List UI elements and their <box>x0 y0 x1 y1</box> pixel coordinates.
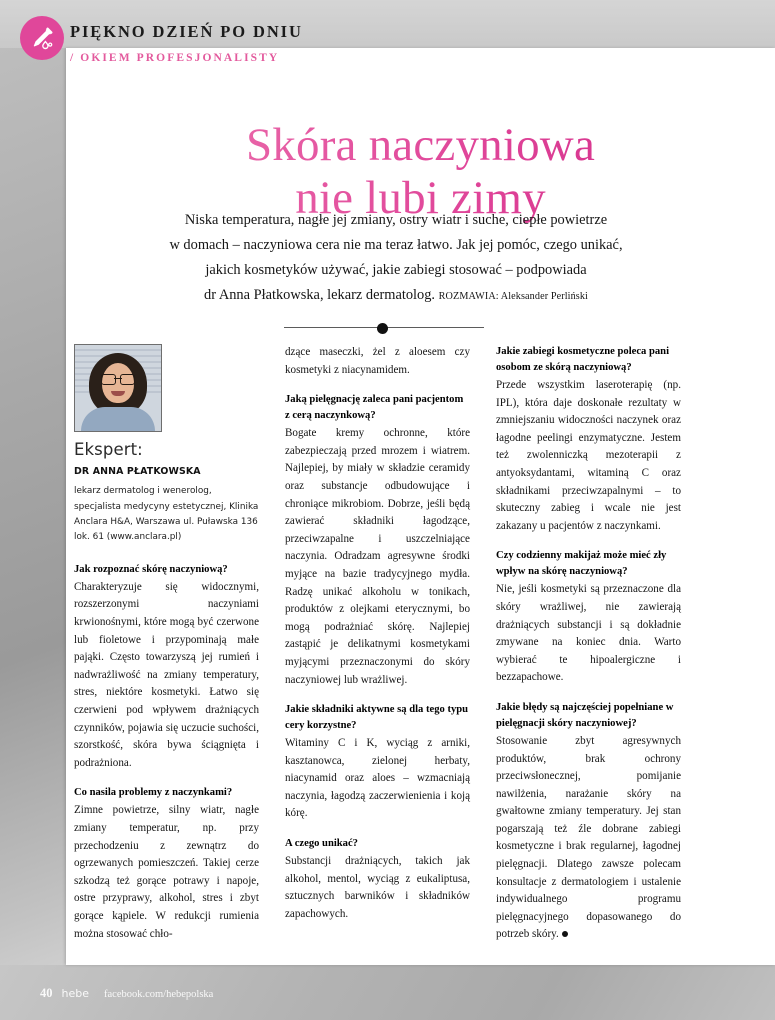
question-heading: Czy codzienny makijaż może mieć zły wpływ na skórę naczyniową? <box>496 550 667 578</box>
answer-text: Nie, jeśli kosmetyki są przeznaczone dla skóry wrażliwej, nie zawierają drażniących substancji i są dokładnie zmywane na koniec dnia. Warto wybierać te hipoalergiczne i bezzapachowe. <box>496 583 681 684</box>
answer-text: Witaminy C i K, wyciąg z arniki, kasztanowca, zielonej herbaty, niacynamid oraz aloes – wzmacniają naczynia, łagodzą zaczerwienienia i koją kórę. <box>285 737 470 820</box>
expert-portrait-photo <box>74 344 162 432</box>
page-footer <box>40 986 213 1001</box>
article-column-3 <box>496 344 681 957</box>
article-column-2 <box>285 344 470 936</box>
answer-text: Bogate kremy ochronne, które zabezpieczają przed mrozem i wiatrem. Najlepiej, by miały w składzie ceramidy oraz substancje odbudowujące i chroniące mikrobiom. Dobrze, jeśli będą zawierać składniki łagodzące, przeciwzapalne i uszczelniające naczynia. Odradzam agresywne środki myjące na bazie tradycyjnego mydła. Radzę unikać alkoholu w tonikach, produktów z olejkami eterycznymi, bo mogą podrażniać skórę. Najlepiej zastąpić je delikatnymi kosmetykami myjącymi przeznaczonymi do skóry naczyniowej lub wrażliwej. <box>285 427 470 686</box>
answer-text-continued: dzące maseczki, żel z aloesem czy kosmetyki z niacynamidem. <box>285 346 470 376</box>
question-heading: Jakie składniki aktywne są dla tego typu cery korzystne? <box>285 704 469 732</box>
footer-brand: hebe <box>61 987 89 1000</box>
standfirst-line-2: w domach – naczyniowa cera nie ma teraz łatwo. Jak jej pomóc, czego unikać, <box>169 237 623 253</box>
question-heading: Jakie błędy są najczęściej popełniane w pielęgnacji skóry naczyniowej? <box>496 701 674 729</box>
standfirst-credit: ROZMAWIA: Aleksander Perliński <box>438 291 588 302</box>
standfirst-line-4 <box>86 283 706 309</box>
headline-line-1: Skóra naczyniowa <box>245 119 596 172</box>
end-mark-icon <box>562 931 568 937</box>
answer-body: Stosowanie zbyt agresywnych produktów, brak ochrony przeciwsłonecznej, pomijanie nawilżenia, narażanie skóry na gwałtowne zmiany temperatury. Jej stan pogarszają też źle dobrane zabiegi kosmetyczne i brak regularnej, łagodnej pielęgnacji. Dlatego zawsze polecam konsultacje z dermatologiem i ustalenie indywidualnego programu pielęgnacyjnego dopasowanego do potrzeb skóry. <box>496 734 681 941</box>
standfirst <box>86 208 706 309</box>
expert-name: DR ANNA PŁATKOWSKA <box>74 465 201 477</box>
answer-text: Charakteryzuje się widocznymi, rozszerzonymi naczyniami krwionośnymi, które mogą być czerwone lub fioletowe i przypominają małe pająki. Często towarzyszą jej rumień i nadwrażliwość na zmiany temperatury, stres, niektóre kosmetyki. Łatwo się czerwieni pod wpływem drażniących czynników, pojawia się uczucie suchości, szorstkość, skóra bywa ściągnięta i podrażniona. <box>74 580 259 769</box>
answer-text: Przede wszystkim laseroterapię (np. IPL), która daje doskonałe rezultaty w zmniejszaniu widoczności naczynek oraz łagodne peelingi enzymatyczne. Jestem też zwolenniczką mezoterapii z antyoksydantami, witaminą C oraz składnikami przeciwzapalnymi – to skuteczny zabieg i wcale nie jest zakazany u pacjentów z naczynkami. <box>496 379 681 532</box>
standfirst-line-1: Niska temperatura, nagłe jej zmiany, ostry wiatr i suche, ciepłe powietrze <box>184 212 608 228</box>
question-heading: Jaką pielęgnację zaleca pani pacjentom z cerą naczynkową? <box>285 394 464 422</box>
dropper-icon <box>20 16 64 60</box>
footer-url[interactable]: facebook.com/hebepolska <box>104 989 214 1000</box>
masthead-kicker: PIĘKNO DZIEŃ PO DNIU <box>70 22 303 41</box>
section-divider <box>284 323 484 333</box>
masthead-subkicker: / OKIEM PROFESJONALISTY <box>70 52 280 64</box>
question-heading: A czego unikać? <box>285 838 358 850</box>
answer-text: Substancji drażniących, takich jak alkohol, mentol, wyciąg z eukaliptusa, sztucznych barwników i składników zapachowych. <box>285 855 470 920</box>
question-heading: Jak rozpoznać skórę naczyniową? <box>74 563 228 575</box>
article-column-1 <box>74 344 259 956</box>
answer-text <box>496 733 681 944</box>
left-gutter <box>0 48 66 1020</box>
standfirst-attribution: dr Anna Płatkowska, lekarz dermatolog. <box>204 287 436 303</box>
question-heading: Co nasila problemy z naczynkami? <box>74 787 233 799</box>
headline-line-2: nie lubi zimy <box>295 172 546 225</box>
masthead <box>0 0 775 80</box>
expert-label: Ekspert: <box>74 440 143 459</box>
page-number: 40 <box>40 986 53 1000</box>
expert-bio: lekarz dermatolog i wenerolog, specjalista medycyny estetycznej, Klinika Anclara H&A, Warszawa ul. Puławska 136 lok. 61 (www.anclara.pl) <box>74 486 259 543</box>
answer-text: Zimne powietrze, silny wiatr, nagłe zmiany temperatur, np. przy przechodzeniu z zewnątrz do ogrzewanych pomieszczeń. Takiej cerze szkodzą też gorące potrawy i napoje, ostre przyprawy, alkohol, stres i zbyt gorące kąpiele. W redukcji rumienia można stosować chło- <box>74 804 259 940</box>
standfirst-line-3: jakich kosmetyków używać, jakie zabiegi stosować – podpowiada <box>205 262 587 278</box>
question-heading: Jakie zabiegi kosmetyczne poleca pani osobom ze skórą naczyniową? <box>496 346 670 373</box>
divider-dot <box>377 323 388 334</box>
